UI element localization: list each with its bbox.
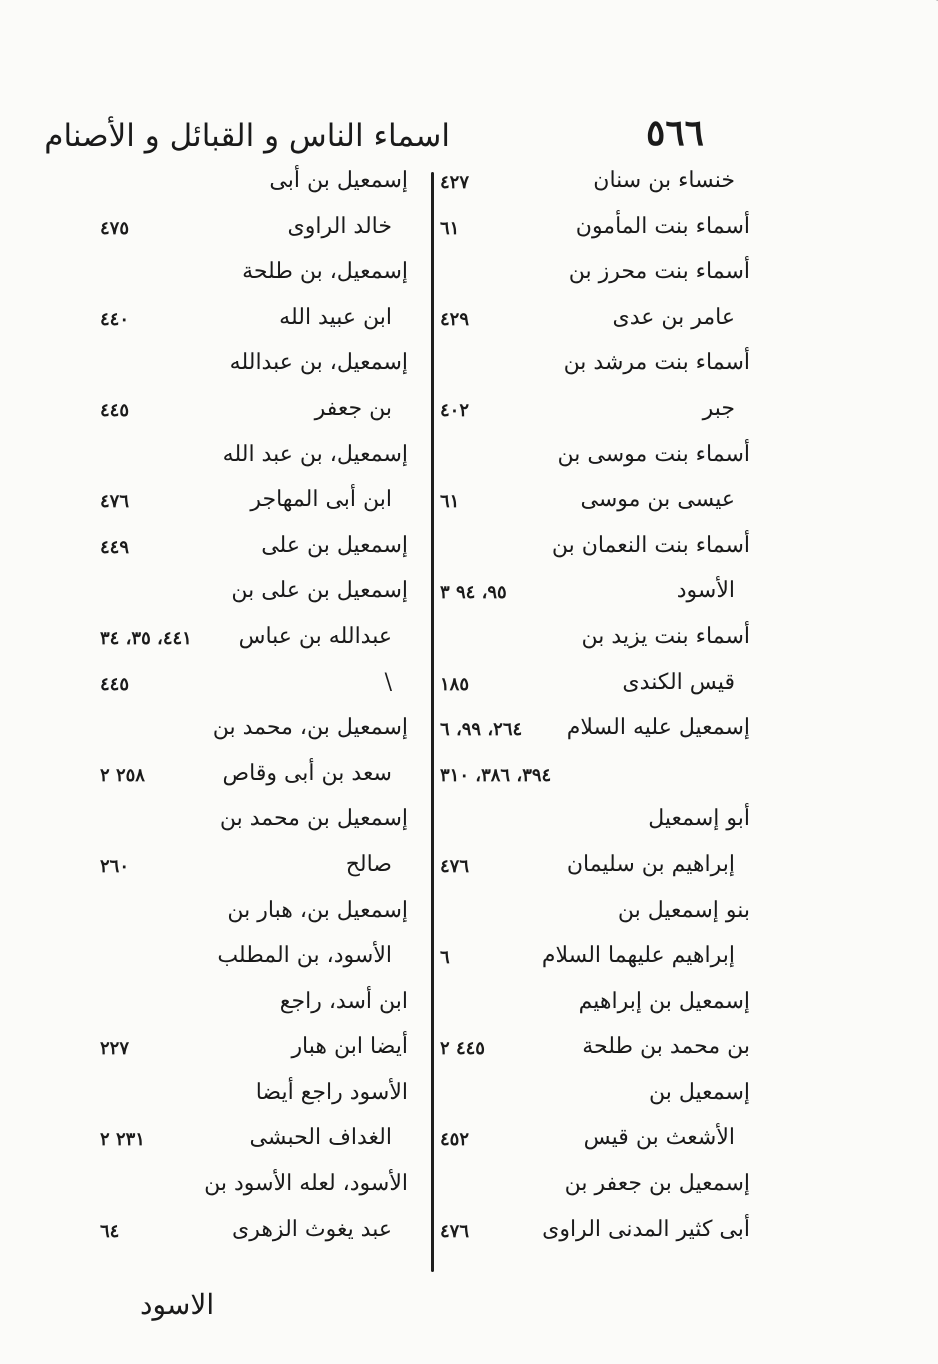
- index-entry: [440, 251, 760, 297]
- index-entry: [100, 844, 430, 890]
- index-entry: [100, 935, 430, 981]
- index-entry: [100, 1026, 430, 1072]
- index-entry: [100, 297, 430, 343]
- index-entry: [100, 616, 430, 662]
- index-entry: [100, 753, 430, 799]
- entry-page-refs: ٤٧٦: [440, 1220, 470, 1242]
- index-entry: [440, 1117, 760, 1163]
- entry-name: إسمعيل بن، محمد بن: [212, 715, 408, 741]
- entry-name: إسمعيل، بن عبدالله: [229, 350, 408, 376]
- entry-name: أسماء بنت مرشد بن: [563, 350, 750, 376]
- catchword: الاسود: [140, 1288, 215, 1321]
- entry-page-refs: ٦٤: [100, 1220, 120, 1242]
- index-entry: [100, 1209, 430, 1255]
- index-entry: [440, 662, 760, 708]
- entry-page-refs: ٩٥، ٩٤ ٣: [440, 582, 507, 604]
- entry-name: أسماء بنت يزيد بن: [581, 623, 750, 649]
- index-entry: [100, 160, 430, 206]
- index-entry: [440, 981, 760, 1027]
- index-entry: [440, 1163, 760, 1209]
- index-entry: [100, 981, 430, 1027]
- index-entry: [440, 525, 760, 571]
- index-entry: [100, 434, 430, 480]
- index-entry: [440, 1209, 760, 1255]
- index-entry: [100, 798, 430, 844]
- index-entry: [100, 1117, 430, 1163]
- entry-page-refs: ٤٥٢: [440, 1129, 470, 1151]
- index-entry: [100, 479, 430, 525]
- entry-name: جبر: [702, 395, 735, 421]
- entry-page-refs: ٤٤٩: [100, 536, 130, 558]
- index-entry: [100, 1072, 430, 1118]
- entry-name: الأسود: [676, 578, 735, 604]
- entry-name: الغداف الحبشى: [249, 1125, 392, 1151]
- entry-page-refs: ٢٦٠: [100, 855, 130, 877]
- entry-name: إسمعيل، بن طلحة: [242, 259, 408, 285]
- index-entry: [440, 707, 760, 753]
- entry-page-refs: ٦: [440, 947, 450, 969]
- index-entry: [440, 206, 760, 252]
- entry-name: صالح: [345, 851, 392, 877]
- entry-name: خالد الراوى: [287, 213, 392, 239]
- entry-name: إسمعيل بن جعفر بن: [564, 1171, 750, 1197]
- index-column-right: [440, 160, 760, 1254]
- entry-name: الأسود راجع أيضا: [255, 1079, 408, 1105]
- entry-name: أسماء بنت موسى بن: [557, 441, 750, 467]
- entry-page-refs: ٢٣١ ٢: [100, 1129, 145, 1151]
- index-entry: [440, 479, 760, 525]
- index-entry: [100, 707, 430, 753]
- entry-page-refs: ٤٤٥: [100, 673, 130, 695]
- index-entry: [440, 1072, 760, 1118]
- entry-name: \: [384, 669, 392, 695]
- entry-page-refs: ٤٢٧: [440, 172, 470, 193]
- index-entry: [440, 935, 760, 981]
- entry-page-refs: ٤٤٥: [100, 399, 130, 421]
- entry-page-refs: ٢٦٤، ٩٩، ٦: [440, 719, 523, 741]
- entry-name: أسماء بنت المأمون: [575, 213, 750, 239]
- index-entry: [440, 616, 760, 662]
- page-edge-mark: [896, 0, 938, 13]
- entry-name: إسمعيل بن: [648, 1079, 750, 1105]
- entry-name: أبو إسمعيل: [648, 806, 750, 832]
- entry-name: إسمعيل بن محمد بن: [219, 806, 408, 832]
- entry-name: بن جعفر: [314, 395, 392, 421]
- entry-name: أبى كثير المدنى الراوى: [542, 1216, 750, 1242]
- index-entry: [100, 206, 430, 252]
- entry-name: إبراهيم بن سليمان: [566, 851, 735, 877]
- entry-name: عيسى بن موسى: [580, 487, 735, 513]
- entry-name: عبد يغوث الزهرى: [231, 1216, 392, 1242]
- index-entry: [440, 434, 760, 480]
- index-entry: [440, 388, 760, 434]
- entry-page-refs: ٤٧٥: [100, 217, 130, 239]
- entry-name: ابن عبيد الله: [279, 304, 392, 330]
- entry-name: عبدالله بن عباس: [238, 623, 392, 649]
- entry-page-refs: ٦١: [440, 217, 460, 239]
- index-entry: [440, 570, 760, 616]
- index-entry: [100, 342, 430, 388]
- entry-page-refs: ٦١: [440, 491, 460, 513]
- index-entry: [440, 297, 760, 343]
- entry-page-refs: ٤٢٩: [440, 308, 470, 330]
- entry-name: إسمعيل بن على: [261, 532, 408, 558]
- entry-name: سعد بن أبى وقاص: [222, 760, 392, 786]
- entry-page-refs: ٢٥٨ ٢: [100, 764, 145, 786]
- index-entry: [100, 251, 430, 297]
- index-entry: [100, 1163, 430, 1209]
- entry-page-refs: ٤٧٦: [440, 855, 470, 877]
- column-divider: [431, 172, 434, 1272]
- entry-page-refs: ٣٩٤، ٣٨٦، ٣١٠: [440, 764, 552, 786]
- index-entry: [440, 342, 760, 388]
- index-entry: [440, 753, 760, 799]
- entry-name: الأشعث بن قيس: [583, 1125, 735, 1151]
- entry-page-refs: ٢٢٧: [100, 1038, 130, 1060]
- entry-name: إسمعيل بن أبى: [269, 168, 408, 193]
- entry-page-refs: ٤٤٠: [100, 308, 130, 330]
- entry-name: الأسود، لعله الأسود بن: [204, 1171, 408, 1197]
- entry-name: أسماء بنت محرز بن: [568, 259, 750, 285]
- entry-name: قيس الكندى: [622, 669, 735, 695]
- index-entry: [440, 798, 760, 844]
- entry-name: بنو إسمعيل بن: [617, 897, 750, 923]
- entry-name: عامر بن عدى: [612, 304, 735, 330]
- index-entry: [440, 160, 760, 206]
- index-entry: [100, 525, 430, 571]
- index-column-left: [100, 160, 430, 1254]
- index-entry: [100, 570, 430, 616]
- page-number: ٥٦٦: [645, 112, 704, 154]
- entry-name: إسمعيل عليه السلام: [566, 715, 750, 741]
- entry-name: أيضا ابن هبار: [291, 1034, 408, 1060]
- entry-name: أسماء بنت النعمان بن: [551, 532, 750, 558]
- entry-page-refs: ٤٠٢: [440, 399, 470, 421]
- entry-name: بن محمد بن طلحة: [582, 1034, 750, 1060]
- entry-name: إسمعيل بن إبراهيم: [578, 988, 750, 1014]
- entry-name: إسمعيل بن على بن: [231, 578, 408, 604]
- entry-page-refs: ٤٤٥ ٢: [440, 1038, 485, 1060]
- index-entry: [440, 1026, 760, 1072]
- entry-name: الأسود، بن المطلب: [217, 943, 392, 969]
- index-entry: [100, 388, 430, 434]
- index-entry: [440, 890, 760, 936]
- entry-name: إبراهيم عليهما السلام: [541, 943, 735, 969]
- entry-name: ابن أسد، راجع: [279, 988, 408, 1014]
- running-title: اسماء الناس و القبائل و الأصنام: [44, 118, 450, 154]
- entry-name: إسمعيل، بن عبد الله: [222, 441, 408, 467]
- entry-name: ابن أبى المهاجر: [250, 487, 392, 513]
- entry-page-refs: ١٨٥: [440, 673, 470, 695]
- entry-page-refs: ٤٧٦: [100, 491, 130, 513]
- entry-page-refs: ٤٤١، ٣٥، ٣٤: [100, 627, 192, 649]
- entry-name: خنساء بن سنان: [593, 168, 735, 193]
- index-entry: [440, 844, 760, 890]
- index-entry: [100, 662, 430, 708]
- index-entry: [100, 890, 430, 936]
- entry-name: إسمعيل بن، هبار بن: [227, 897, 408, 923]
